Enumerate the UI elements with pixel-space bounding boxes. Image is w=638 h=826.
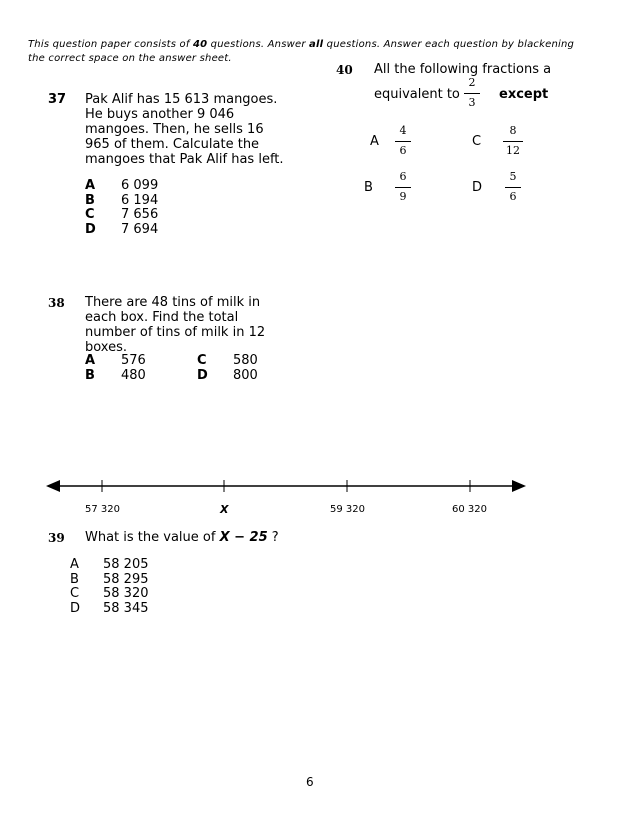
q37-option-d[interactable] bbox=[85, 223, 158, 238]
instruction-text-line2: the correct space on the answer sheet. bbox=[28, 53, 232, 64]
q40-line2: equivalent to bbox=[374, 87, 460, 102]
q40-target-fraction bbox=[464, 76, 480, 110]
option-value: 58 345 bbox=[103, 600, 149, 616]
left-arrow-icon bbox=[46, 480, 60, 492]
fraction-bar bbox=[464, 93, 480, 94]
option-letter: A bbox=[85, 178, 96, 193]
number-line-label: 60 320 bbox=[452, 504, 487, 515]
option-value: 480 bbox=[121, 367, 146, 383]
q37-option-a[interactable] bbox=[85, 179, 158, 194]
instruction-text: questions. Answer bbox=[207, 39, 310, 50]
q40-option-b[interactable]: B bbox=[364, 180, 373, 195]
option-letter: B bbox=[85, 367, 95, 383]
fraction-bar bbox=[395, 141, 411, 142]
q37-line: He buys another 9 046 bbox=[85, 107, 235, 122]
q38-number: 38 bbox=[48, 296, 65, 310]
q39-option-b[interactable] bbox=[70, 573, 149, 588]
q38-line: There are 48 tins of milk in bbox=[85, 295, 261, 310]
fraction-denominator: 9 bbox=[399, 190, 407, 203]
q39-option-a[interactable] bbox=[70, 558, 149, 573]
question-count: 40 bbox=[192, 39, 208, 50]
option-value: 800 bbox=[233, 367, 258, 383]
page-number: 6 bbox=[306, 775, 314, 789]
fraction-numerator: 2 bbox=[468, 76, 476, 89]
number-line-label: 57 320 bbox=[85, 504, 120, 515]
fraction-bar bbox=[395, 187, 411, 188]
fraction-denominator: 3 bbox=[468, 96, 476, 109]
option-value: 58 295 bbox=[103, 571, 149, 587]
q38-option-c[interactable] bbox=[197, 354, 258, 369]
fraction-denominator: 12 bbox=[506, 144, 520, 157]
q37-options bbox=[85, 179, 158, 237]
q38-line: number of tins of milk in 12 bbox=[85, 325, 266, 340]
option-value: 58 205 bbox=[103, 557, 149, 572]
number-line-label: 59 320 bbox=[330, 504, 365, 515]
option-value: 7 694 bbox=[121, 221, 159, 237]
option-letter: D bbox=[85, 221, 96, 237]
option-value: 6 099 bbox=[121, 178, 159, 193]
q38-option-d[interactable] bbox=[197, 369, 258, 384]
option-letter: D bbox=[197, 367, 208, 383]
fraction-numerator: 6 bbox=[399, 170, 407, 183]
q39-option-c[interactable] bbox=[70, 587, 149, 602]
q39-text-after: ? bbox=[267, 530, 279, 545]
option-letter: B bbox=[85, 192, 95, 208]
instruction-emphasis: all bbox=[309, 39, 324, 50]
q37-line: mangoes. Then, he sells 16 bbox=[85, 122, 264, 137]
q39-expression: X − 25 bbox=[219, 530, 268, 545]
right-arrow-icon bbox=[512, 480, 526, 492]
option-value: 58 320 bbox=[103, 586, 149, 601]
q37-option-b[interactable] bbox=[85, 194, 158, 209]
q39-number: 39 bbox=[48, 531, 65, 545]
q39-options bbox=[70, 558, 149, 616]
q40-option-a[interactable]: A bbox=[370, 134, 379, 149]
q38-option-a[interactable] bbox=[85, 354, 146, 369]
option-value: 6 194 bbox=[121, 192, 159, 208]
q38-line: boxes. bbox=[85, 340, 128, 355]
option-letter: A bbox=[70, 557, 79, 572]
q40-option-d-fraction bbox=[505, 170, 521, 204]
q40-number: 40 bbox=[336, 63, 353, 77]
q38-options-right bbox=[197, 354, 258, 383]
option-value: 7 656 bbox=[121, 207, 159, 222]
q40-option-a-fraction bbox=[395, 124, 411, 158]
option-letter: C bbox=[85, 207, 95, 222]
option-letter: A bbox=[85, 353, 96, 368]
fraction-bar bbox=[503, 141, 523, 142]
option-value: 580 bbox=[233, 353, 258, 368]
instruction-text: This question paper consists of bbox=[28, 39, 193, 50]
q38-line: each box. Find the total bbox=[85, 310, 239, 325]
q37-option-c[interactable] bbox=[85, 208, 158, 223]
q40-line1: All the following fractions a bbox=[374, 62, 552, 77]
option-letter: D bbox=[70, 600, 81, 616]
q37-line: mangoes that Pak Alif has left. bbox=[85, 152, 284, 167]
fraction-numerator: 8 bbox=[509, 124, 517, 137]
q37-line: 965 of them. Calculate the bbox=[85, 137, 260, 152]
q40-option-d[interactable]: D bbox=[472, 180, 483, 195]
q37-line: Pak Alif has 15 613 mangoes. bbox=[85, 92, 278, 107]
q39-text-before: What is the value of bbox=[85, 530, 220, 545]
number-line-label-x: X bbox=[220, 503, 229, 516]
q40-except: except bbox=[499, 87, 549, 102]
q40-option-c-fraction bbox=[503, 124, 523, 158]
instruction-text: questions. Answer each question by blackening bbox=[323, 39, 575, 50]
q38-option-b[interactable] bbox=[85, 369, 146, 384]
q40-option-c[interactable]: C bbox=[472, 134, 482, 149]
q38-text bbox=[85, 295, 285, 355]
q38-options-left bbox=[85, 354, 146, 383]
option-letter: C bbox=[70, 586, 80, 601]
option-letter: B bbox=[70, 571, 79, 587]
option-value: 576 bbox=[121, 353, 146, 368]
fraction-numerator: 5 bbox=[509, 170, 517, 183]
q40-option-b-fraction bbox=[395, 170, 411, 204]
fraction-numerator: 4 bbox=[399, 124, 407, 137]
q37-text bbox=[85, 92, 295, 167]
fraction-denominator: 6 bbox=[399, 144, 407, 157]
q39-option-d[interactable] bbox=[70, 602, 149, 617]
fraction-bar bbox=[505, 187, 521, 188]
q37-number: 37 bbox=[48, 92, 67, 107]
fraction-denominator: 6 bbox=[509, 190, 517, 203]
option-letter: C bbox=[197, 353, 207, 368]
q39-text bbox=[85, 530, 279, 545]
